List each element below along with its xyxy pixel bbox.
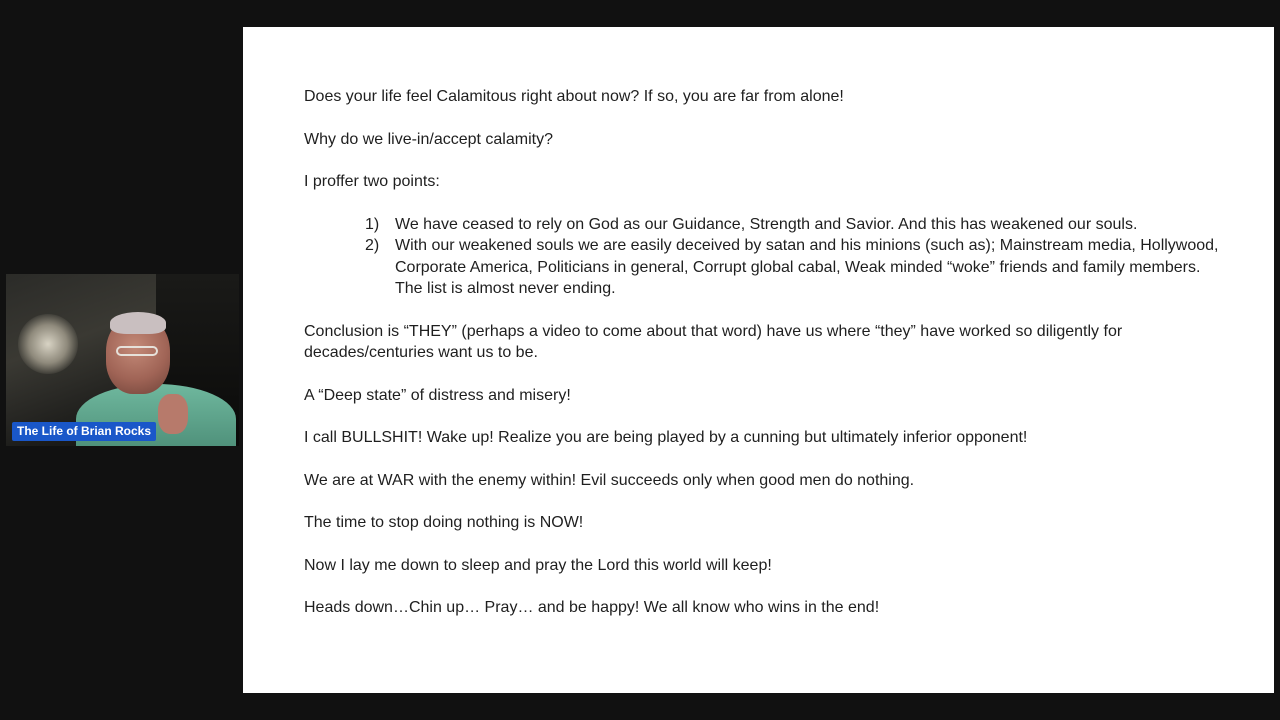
paragraph: I call BULLSHIT! Wake up! Realize you are being played by a cunning but ultimately inferior opponent! (304, 429, 1028, 446)
paragraph: Conclusion is “THEY” (perhaps a video to come about that word) have us where “they” have worked so diligently for decades/centuries want us to be. (304, 322, 1123, 361)
list-item-text: With our weakened souls we are easily deceived by satan and his minions (such as); Mainstream media, Hollywood, Corporate America, Politicians in general, Corrupt global cabal, Weak minded “woke” friends and family members. The list is almost never ending. (395, 237, 1219, 297)
paragraph: Why do we live-in/accept calamity? (304, 130, 553, 148)
numbered-list (304, 214, 1224, 300)
presenter-webcam (6, 274, 239, 446)
presenter-name-tag: The Life of Brian Rocks (12, 422, 156, 441)
list-item (304, 235, 1224, 300)
presenter-hair (110, 312, 166, 334)
lamp-glow (18, 314, 78, 374)
paragraph: We are at WAR with the enemy within! Evil succeeds only when good men do nothing. (304, 471, 915, 489)
document-body (304, 86, 1224, 640)
paragraph: I proffer two points: (304, 173, 440, 190)
shared-document-slide (243, 27, 1274, 693)
list-item-number: 1) (365, 215, 380, 233)
paragraph: The time to stop doing nothing is NOW! (304, 514, 584, 531)
paragraph: Now I lay me down to sleep and pray the Lord this world will keep! (304, 556, 772, 574)
paragraph: Does your life feel Calamitous right about now? If so, you are far from alone! (304, 88, 844, 105)
list-item-number: 2) (365, 237, 380, 254)
paragraph: Heads down…Chin up… Pray… and be happy! We all know who wins in the end! (304, 599, 880, 616)
paragraph: A “Deep state” of distress and misery! (304, 386, 571, 404)
list-item-text: We have ceased to rely on God as our Guidance, Strength and Savior. And this has weakened our souls. (395, 215, 1138, 233)
list-item (304, 214, 1224, 236)
presenter-glasses (116, 346, 158, 356)
presenter-hand (158, 394, 188, 434)
